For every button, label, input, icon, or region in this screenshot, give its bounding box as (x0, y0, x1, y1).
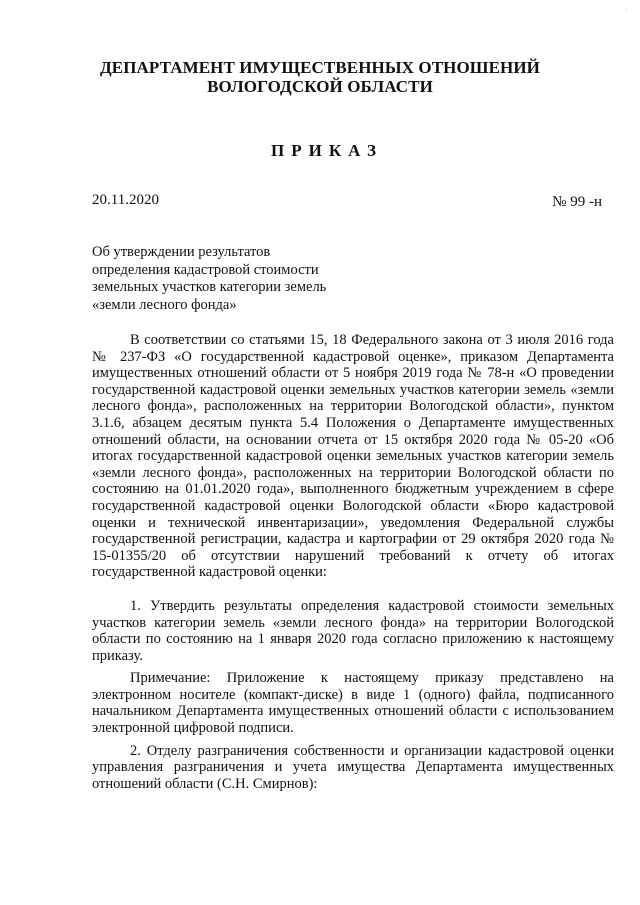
subject-line: земельных участков категории земель (92, 279, 327, 296)
subject-line: определения кадастровой стоимости (92, 261, 319, 278)
org-name-line2: ВОЛОГОДСКОЙ ОБЛАСТИ (207, 77, 433, 96)
document-body (92, 332, 614, 792)
document-subject (92, 244, 392, 314)
note-paragraph: Примечание: Приложение к настоящему приказу представлено на электронном носителе (компакт-диске) в виде 1 (одного) файла, подписанного начальником Департамента имущественных отношений области с использованием электронной цифровой подписи. (92, 670, 614, 737)
document-type-title: ПРИКАЗ (271, 141, 383, 160)
item-2-paragraph: 2. Отделу разграничения собственности и организации кадастровой оценки управления разграничения и учета имущества Департамента имущественных отношений области (С.Н. Смирнов): (92, 742, 614, 792)
document-number: № 99 -н (552, 194, 602, 210)
subject-line: «земли лесного фонда» (92, 296, 237, 313)
scan-mark: · (624, 4, 628, 16)
document-date: 20.11.2020 (92, 192, 159, 208)
preamble-paragraph: В соответствии со статьями 15, 18 Федерального закона от 3 июля 2016 года № 237-ФЗ «О государственной кадастровой оценке», приказом Департамента имущественных отношений области от 5 ноября 2019 года № 78-н «О проведении государственной кадастровой оценки земельных участков категории земель «земли лесного фонда», расположенных на территории Вологодской области», пунктом 3.1.6, абзацем десятым пункта 5.4 Положения о Департаменте имущественных отношений области, на основании отчета от 15 октября 2020 года № 05-20 «Об итогах государственной кадастровой оценки земельных участков категории земель «земли лесного фонда», расположенных на территории Вологодской области по состоянию на 01.01.2020 года», выполненного бюджетным учреждением в сфере государственной кадастровой оценки Вологодской области «Бюро кадастровой оценки и технической инвентаризации», уведомления Федеральной службы государственной регистрации, кадастра и картографии от 29 октября 2020 года № 15-01355/20 об отсутствии нарушений требований к отчету об итогах государственной кадастровой оценки: (92, 332, 614, 581)
item-1-paragraph: 1. Утвердить результаты определения кадастровой стоимости земельных участков категории земель «земли лесного фонда» на территории Вологодской области по состоянию на 1 января 2020 года согласно приложению к настоящему приказу. (92, 597, 614, 664)
organization-header (0, 58, 640, 96)
subject-line: Об утверждении результатов (92, 244, 271, 260)
org-name-line1: ДЕПАРТАМЕНТ ИМУЩЕСТВЕННЫХ ОТНОШЕНИЙ (100, 58, 540, 77)
